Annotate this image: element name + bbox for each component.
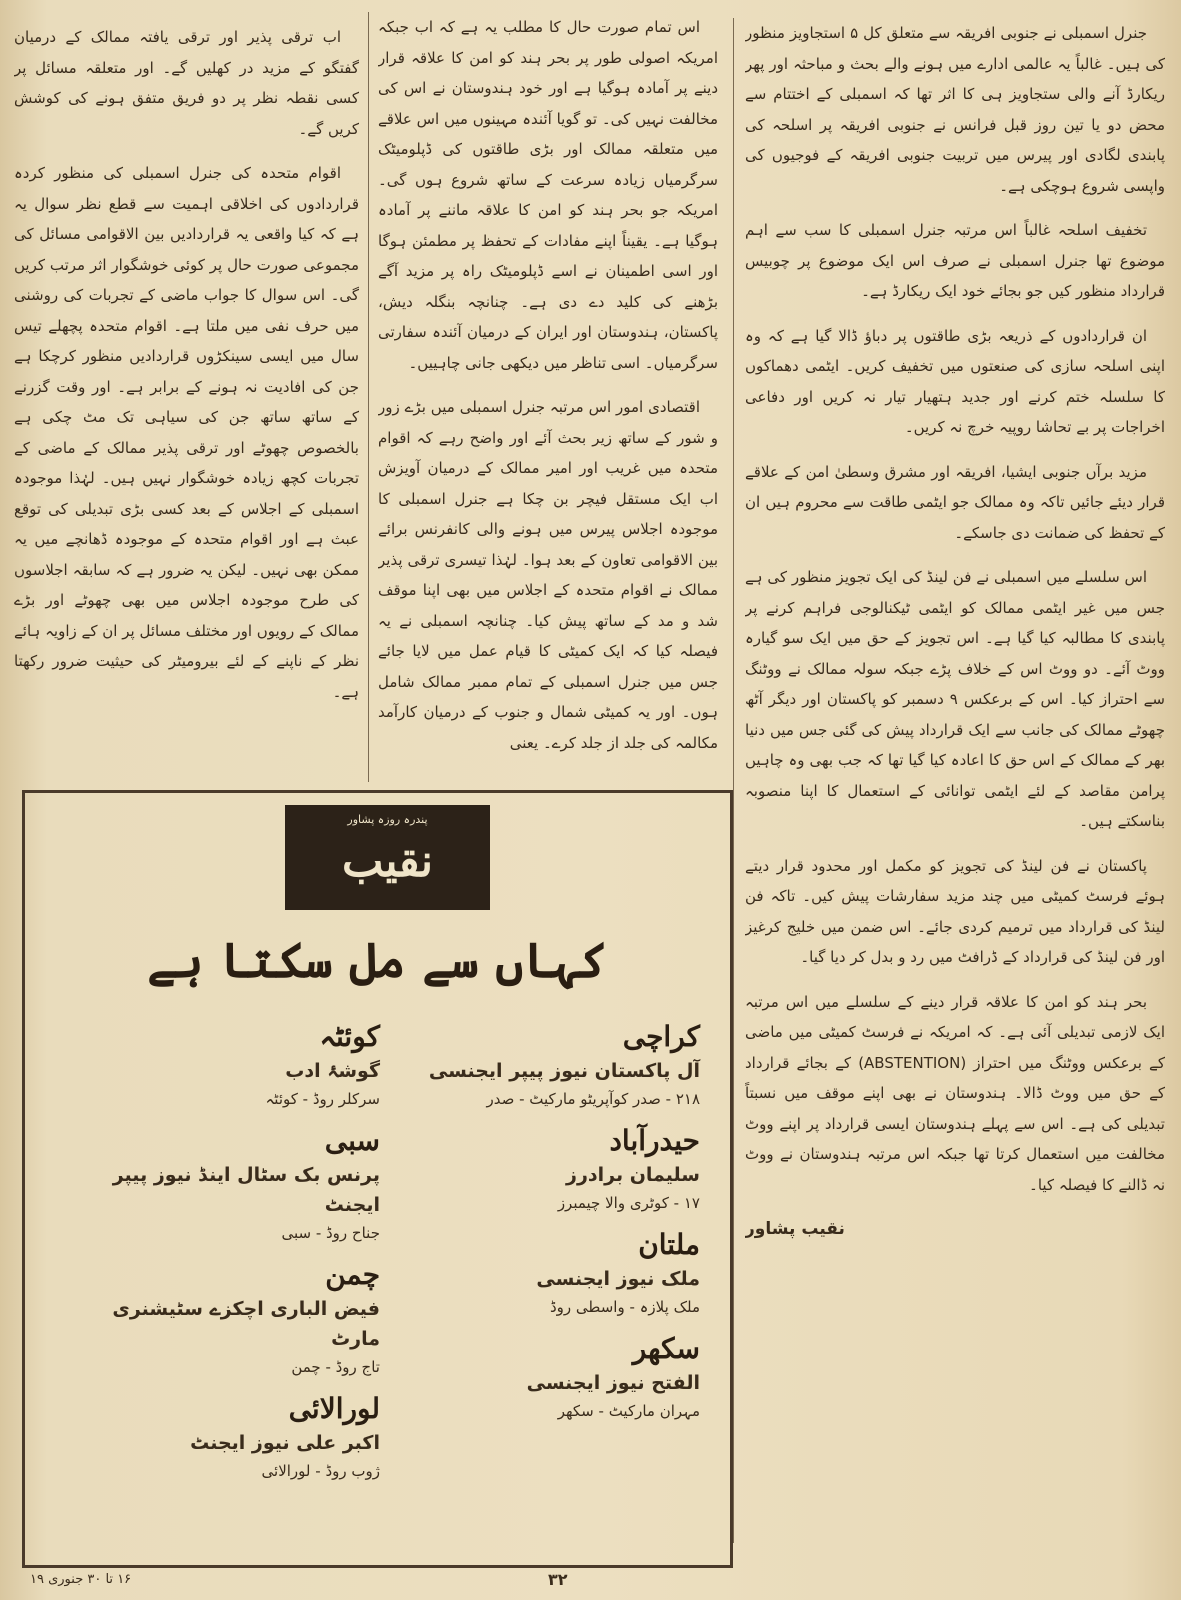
city-name: حیدرآباد (609, 1124, 700, 1157)
column-divider (368, 12, 369, 782)
agent-entry (80, 1256, 380, 1380)
agent-address: سرکلر روڈ - کوئٹہ (265, 1090, 380, 1108)
city-name: سبی (324, 1124, 380, 1157)
agent-address: ژوب روڈ - لورالائی (261, 1462, 380, 1480)
article-paragraph: پاکستان نے فن لینڈ کی تجویز کو مکمل اور محدود قرار دیتے ہوئے فرسٹ کمیٹی میں چند مزید سفارشات پیش کیں۔ تاکہ فن لینڈ کی قرارداد میں ترمیم کردی جائے۔ اس ضمن میں خلیج کرغیز اور فن لینڈ کی قرارداد کے ڈرافٹ میں رد و بدل کر دیا گیا۔ (745, 856, 1165, 966)
agent-address: ۲۱۸ - صدر کوآپریٹو مارکیٹ - صدر (486, 1090, 700, 1108)
agent-name: اکبر علی نیوز ایجنٹ (190, 1432, 380, 1454)
agent-name: ملک نیوز ایجنسی (536, 1268, 700, 1290)
agent-entry (400, 1226, 700, 1320)
issue-date: ۱۶ تا ۳۰ جنوری ۱۹ (30, 1572, 132, 1587)
agent-name: سلیمان برادرز (566, 1164, 700, 1186)
agent-name: فیض الباری اچکزے سٹیشنری مارٹ (112, 1298, 380, 1350)
agent-address: تاج روڈ - چمن (291, 1358, 380, 1376)
city-name: کوئٹہ (319, 1020, 380, 1053)
article-paragraph: اس سلسلے میں اسمبلی نے فن لینڈ کی ایک تجویز منظور کی ہے جس میں غیر ایٹمی ممالک کو ایٹمی ٹیکنالوجی فراہم کرنے پر پابندی کا مطالبہ کیا گیا ہے۔ اس تجویز کے حق میں ایک سو گیارہ ووٹ آئے۔ دو ووٹ اس کے خلاف پڑے جبکہ سولہ ممالک نے ووٹنگ سے احتراز کیا۔ اس کے برعکس ۹ دسمبر کو پاکستان اور دیگر آٹھ چھوٹے ممالک کی جانب سے ایک قرارداد پیش کی گئی جس میں دنیا بھر کے ممالک کے اس حق کا اعادہ کیا گیا تھا کہ جب بھی وہ چاہیں پرامن مقاصد کے لئے ایٹمی توانائی کے استعمال کا اپنا منصوبہ بناسکتے ہیں۔ (745, 568, 1165, 830)
agent-address: مہران مارکیٹ - سکھر (557, 1402, 700, 1420)
article-paragraph: اقوام متحدہ کی جنرل اسمبلی کی منظور کردہ قراردادوں کی اخلاقی اہمیت سے قطع نظر سوال یہ ہے کہ کیا واقعی یہ قراردادیں بین الاقوامی مسائل کی مجموعی صورت حال پر کوئی خوشگوار اثر مرتب کریں گی۔ اس سوال کا جواب ماضی کے تجربات کی روشنی میں حرف نفی میں ملتا ہے۔ اقوام متحدہ پچھلے تیس سال میں ایسی سینکڑوں قراردادیں منظور کرچکا ہے جن کی افادیت نہ ہونے کے برابر ہے۔ اور وقت گزرنے کے ساتھ ساتھ جن کی سیاہی تک مٹ چکی ہے بالخصوص چھوٹے اور ترقی پذیر ممالک کے ماضی کے تجربات کچھ زیادہ خوشگوار نہیں ہیں۔ لہٰذا موجودہ اسمبلی کے اجلاس کے بعد کسی بڑی تبدیلی کی توقع عبث ہے اور اقوام متحدہ کے موجودہ ڈھانچے میں یہ ممکن بھی نہیں۔ لیکن یہ ضرور ہے کہ سابقہ اجلاسوں کی طرح موجودہ اجلاس میں بھی چھوٹے اور بڑے ممالک کے رویوں اور مختلف مسائل پر ان کے زاویہ ہائے نظر کے ناپنے کے لئے بیرومیٹر کی حیثیت ضرور رکھتا ہے۔ (14, 164, 359, 701)
agent-entry (80, 1122, 380, 1246)
agent-entry (80, 1390, 380, 1484)
agent-entry (80, 1018, 380, 1112)
logo-title: نقیب (342, 836, 433, 887)
naqeeb-logo (285, 805, 490, 910)
article-paragraph: اب ترقی پذیر اور ترقی یافتہ ممالک کے درمیان گفتگو کے مزید در کھلیں گے۔ اور متعلقہ مسائل پر کسی نقطہ نظر پر دو فریق متفق ہونے کی کوشش کریں گے۔ (14, 28, 359, 138)
article-paragraph: اس تمام صورت حال کا مطلب یہ ہے کہ اب جبکہ امریکہ اصولی طور پر بحر ہند کو امن کا علاقہ قرار دینے پر آمادہ ہوگیا ہے اور خود ہندوستان نے اس کی مخالفت نہیں کی۔ تو گویا آئندہ مہینوں میں اس علاقے میں متعلقہ ممالک اور بڑی طاقتوں کی ڈپلومیٹک سرگرمیاں زیادہ سرعت کے ساتھ شروع ہوں گی۔ امریکہ جو بحر ہند کو امن کا علاقہ ماننے پر آمادہ ہوگیا ہے۔ یقیناً اپنے مفادات کے تحفظ پر مطمئن ہوگا اور اسی اطمینان نے اسے ڈپلومیٹک راہ پر مزید آگے بڑھنے کی کلید دے دی ہے۔ چنانچہ بنگلہ دیش، پاکستان، ہندوستان اور ایران کے درمیان آئندہ سفارتی سرگرمیاں۔ اسی تناظر میں دیکھی جانی چاہییں۔ (378, 18, 718, 372)
agent-address: ۱۷ - کوٹری والا چیمبرز (557, 1194, 700, 1212)
ad-headline: کہاں سے مل سکتا ہے (147, 933, 608, 989)
article-middle-column (378, 12, 718, 782)
column-divider (733, 18, 734, 1543)
agent-name: الفتح نیوز ایجنسی (526, 1372, 700, 1394)
agent-address: جناح روڈ - سبی (281, 1224, 380, 1242)
agents-list-left (80, 1018, 380, 1494)
city-name: کراچی (622, 1020, 700, 1053)
article-signature: نقیب پشاور (745, 1219, 845, 1239)
article-paragraph: بحر ہند کو امن کا علاقہ قرار دینے کے سلسلے میں اس مرتبہ ایک لازمی تبدیلی آئی ہے۔ کہ امریکہ نے فرسٹ کمیٹی میں ماضی کے برعکس ووٹنگ میں احتراز (ABSTENTION) کے بجائے قرارداد کے حق میں ووٹ ڈالا۔ ہندوستان نے بھی اپنے موقف میں نسبتاً تبدیلی کی ہے۔ اس سے پہلے ہندوستان ایسی قرارداد پر اپنے ووٹ مخالفت میں استعمال کرتا تھا جبکہ اس مرتبہ ہندوستان نے ووٹ نہ ڈالنے کا فیصلہ کیا۔ (745, 992, 1165, 1194)
agents-list-right (400, 1018, 700, 1434)
logo-tagline: پندرہ روزہ پشاور (347, 813, 428, 826)
agent-name: پرنس بک سٹال اینڈ نیوز پیپر ایجنٹ (112, 1164, 380, 1216)
city-name: چمن (325, 1258, 380, 1291)
agent-entry (400, 1122, 700, 1216)
article-left-column (14, 22, 359, 762)
article-paragraph: تخفیف اسلحہ غالباً اس مرتبہ جنرل اسمبلی کا سب سے اہم موضوع تھا جنرل اسمبلی نے صرف اس ایک موضوع پر چوبیس قرارداد منظور کیں جو بجائے خود ایک ریکارڈ ہے۔ (745, 221, 1165, 300)
agent-entry (400, 1330, 700, 1424)
agent-entry (400, 1018, 700, 1112)
agent-name: آل پاکستان نیوز پیپر ایجنسی (428, 1060, 700, 1082)
article-paragraph: مزید برآں جنوبی ایشیا، افریقہ اور مشرق وسطیٰ امن کے علاقے قرار دیئے جائیں تاکہ وہ ممالک جو ایٹمی طاقت سے محروم ہیں ان کے تحفظ کی ضمانت دی جاسکے۔ (745, 462, 1165, 542)
city-name: سکھر (632, 1332, 700, 1365)
article-paragraph: ان قراردادوں کے ذریعہ بڑی طاقتوں پر دباؤ ڈالا گیا ہے کہ وہ اپنی اسلحہ سازی کی صنعتوں میں تخفیف کریں۔ ایٹمی دھماکوں کا سلسلہ ختم کرنے اور جدید ہتھیار تیار نہ کریں اور دفاعی اخراجات پر بے تحاشا روپیہ خرچ نہ کریں۔ (745, 326, 1165, 436)
article-paragraph: اقتصادی امور اس مرتبہ جنرل اسمبلی میں بڑے زور و شور کے ساتھ زیر بحث آئے اور واضح رہے کہ اقوام متحدہ میں غریب اور امیر ممالک کے درمیان آویزش اب ایک مستقل فیچر بن چکا ہے جنرل اسمبلی کا موجودہ اجلاس پیرس میں ہونے والی کانفرنس برائے بین الاقوامی تعاون کے بعد ہوا۔ لہٰذا تیسری ترقی پذیر ممالک نے اقوام متحدہ کے اجلاس میں بھی اپنا موقف شد و مد کے ساتھ پیش کیا۔ چنانچہ اسمبلی نے یہ فیصلہ کیا کہ ایک کمیٹی کا قیام عمل میں لایا جائے جس میں جنرل اسمبلی کے تمام ممبر ممالک شامل ہوں۔ اور یہ کمیٹی شمال و جنوب کے درمیان کارآمد مکالمہ کی جلد از جلد کرے۔ یعنی (378, 398, 718, 752)
distribution-advertisement (22, 790, 733, 1568)
city-name: لورالائی (288, 1392, 380, 1425)
article-paragraph: جنرل اسمبلی نے جنوبی افریقہ سے متعلق کل ۵ استجاویز منظور کی ہیں۔ غالباً یہ عالمی ادارے میں ہونے والے بحث و مباحثہ اور پھر ریکارڈ آنے والی ستجاویز ہی کا اثر تھا کہ اسمبلی کے اختتام سے محض دو یا تین روز قبل فرانس نے جنوبی افریقہ پر اسلحہ کی پابندی لگادی اور پیرس میں تربیت جنوبی افریقہ کے فوجیوں کی واپسی شروع ہوچکی ہے۔ (745, 24, 1165, 195)
article-right-column (745, 18, 1165, 1563)
agent-name: گوشۂ ادب (285, 1060, 380, 1082)
page-number: ۳۲ (548, 1570, 568, 1589)
city-name: ملتان (638, 1228, 700, 1261)
agent-address: ملک پلازہ - واسطی روڈ (549, 1298, 700, 1316)
